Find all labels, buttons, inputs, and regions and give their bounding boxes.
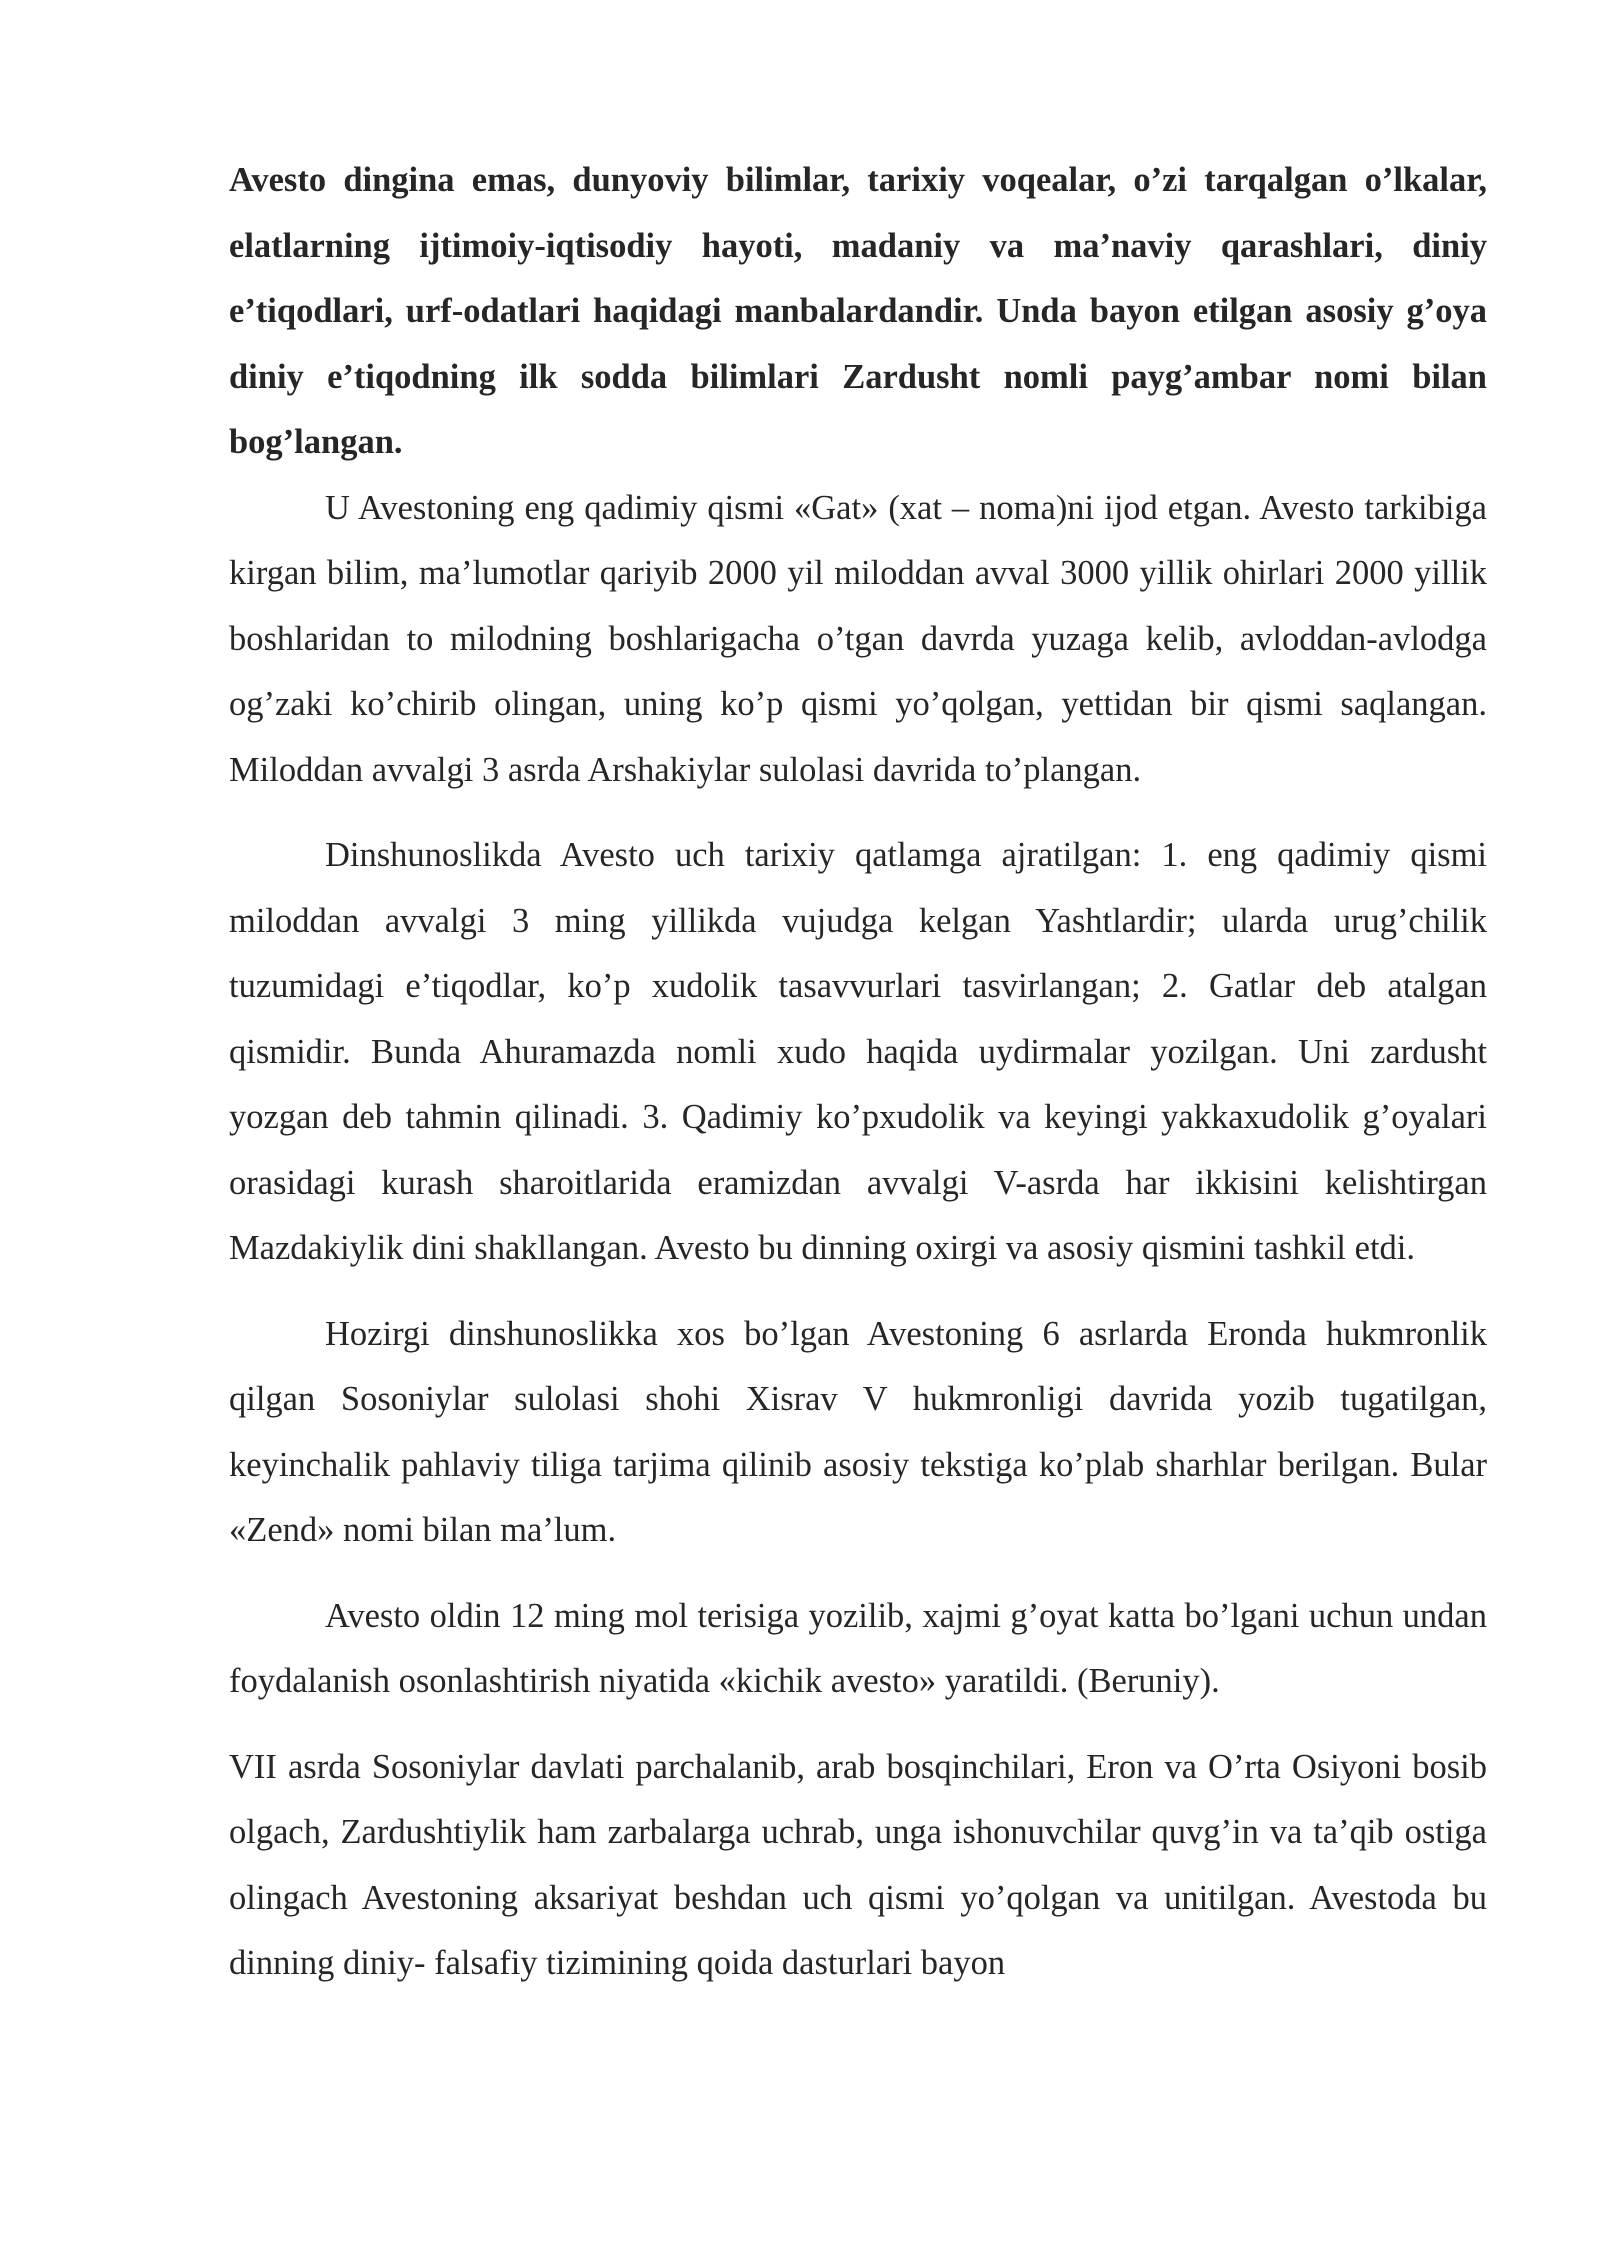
- paragraph-intro: Avesto dingina emas, dunyoviy bilimlar, tarixiy voqealar, o’zi tarqalgan o’lkalar, elatlarning ijtimoiy-iqtisodiy hayoti, madaniy va ma’naviy qarashlari, diniy e’tiqodlari, urf-odatlari haqidagi manbalardandir. Unda bayon etilgan asosiy g’oya diniy e’tiqodning ilk sodda bilimlari Zardusht nomli payg’ambar nomi bilan bog’langan.: [229, 161, 1487, 461]
- paragraph-gat: U Avestoning eng qadimiy qismi «Gat» (xat – noma)ni ijod etgan. Avesto tarkibiga kirgan bilim, ma’lumotlar qariyib 2000 yil miloddan avval 3000 yillik ohirlari 2000 yillik boshlaridan to milodning boshlarigacha o’tgan davrda yuzaga kelib, avloddan-avlodga og’zaki ko’chirib olingan, uning ko’p qismi yo’qolgan, yettidan bir qismi saqlangan. Miloddan avvalgi 3 asrda Arshakiylar sulolasi davrida to’plangan.: [229, 488, 1487, 789]
- paragraph-sasanian: Hozirgi dinshunoslikka xos bo’lgan Avestoning 6 asrlarda Eronda hukmronlik qilgan Sosoniylar sulolasi shohi Xisrav V hukmronligi davrida yozib tugatilgan, keyinchalik pahlaviy tiliga tarjima qilinib asosiy tekstiga ko’plab sharhlar berilgan. Bular «Zend» nomi bilan ma’lum.: [229, 1314, 1487, 1549]
- paragraph-layers: Dinshunoslikda Avesto uch tarixiy qatlamga ajratilgan: 1. eng qadimiy qismi miloddan avvalgi 3 ming yillikda vujudga kelgan Yashtlardir; ularda urug’chilik tuzumidagi e’tiqodlar, ko’p xudolik tasavvurlari tasvirlangan; 2. Gatlar deb atalgan qismidir. Bunda Ahuramazda nomli xudo haqida uydirmalar yozilgan. Uni zardusht yozgan deb tahmin qilinadi. 3. Qadimiy ko’pxudolik va keyingi yakkaxudolik g’oyalari orasidagi kurash sharoitlarida eramizdan avvalgi V-asrda har ikkisini kelishtirgan Mazdakiylik dini shakllangan. Avesto bu dinning oxirgi va asosiy qismini tashkil etdi.: [229, 836, 1487, 1267]
- document-body: [229, 148, 1487, 1997]
- paragraph-arab-conquest: VII asrda Sosoniylar davlati parchalanib, arab bosqinchilari, Eron va O’rta Osiyoni bosib olgach, Zardushtiylik ham zarbalarga uchrab, unga ishonuvchilar quvg’in va ta’qib ostiga olingach Avestoning aksariyat beshdan uch qismi yo’qolgan va unitilgan. Avestoda bu dinning diniy- falsafiy tizimining qoida dasturlari bayon: [229, 1747, 1487, 1982]
- paragraph-small-avesto: Avesto oldin 12 ming mol terisiga yozilib, xajmi g’oyat katta bo’lgani uchun undan foydalanish osonlashtirish niyatida «kichik avesto» yaratildi. (Beruniy).: [229, 1596, 1487, 1700]
